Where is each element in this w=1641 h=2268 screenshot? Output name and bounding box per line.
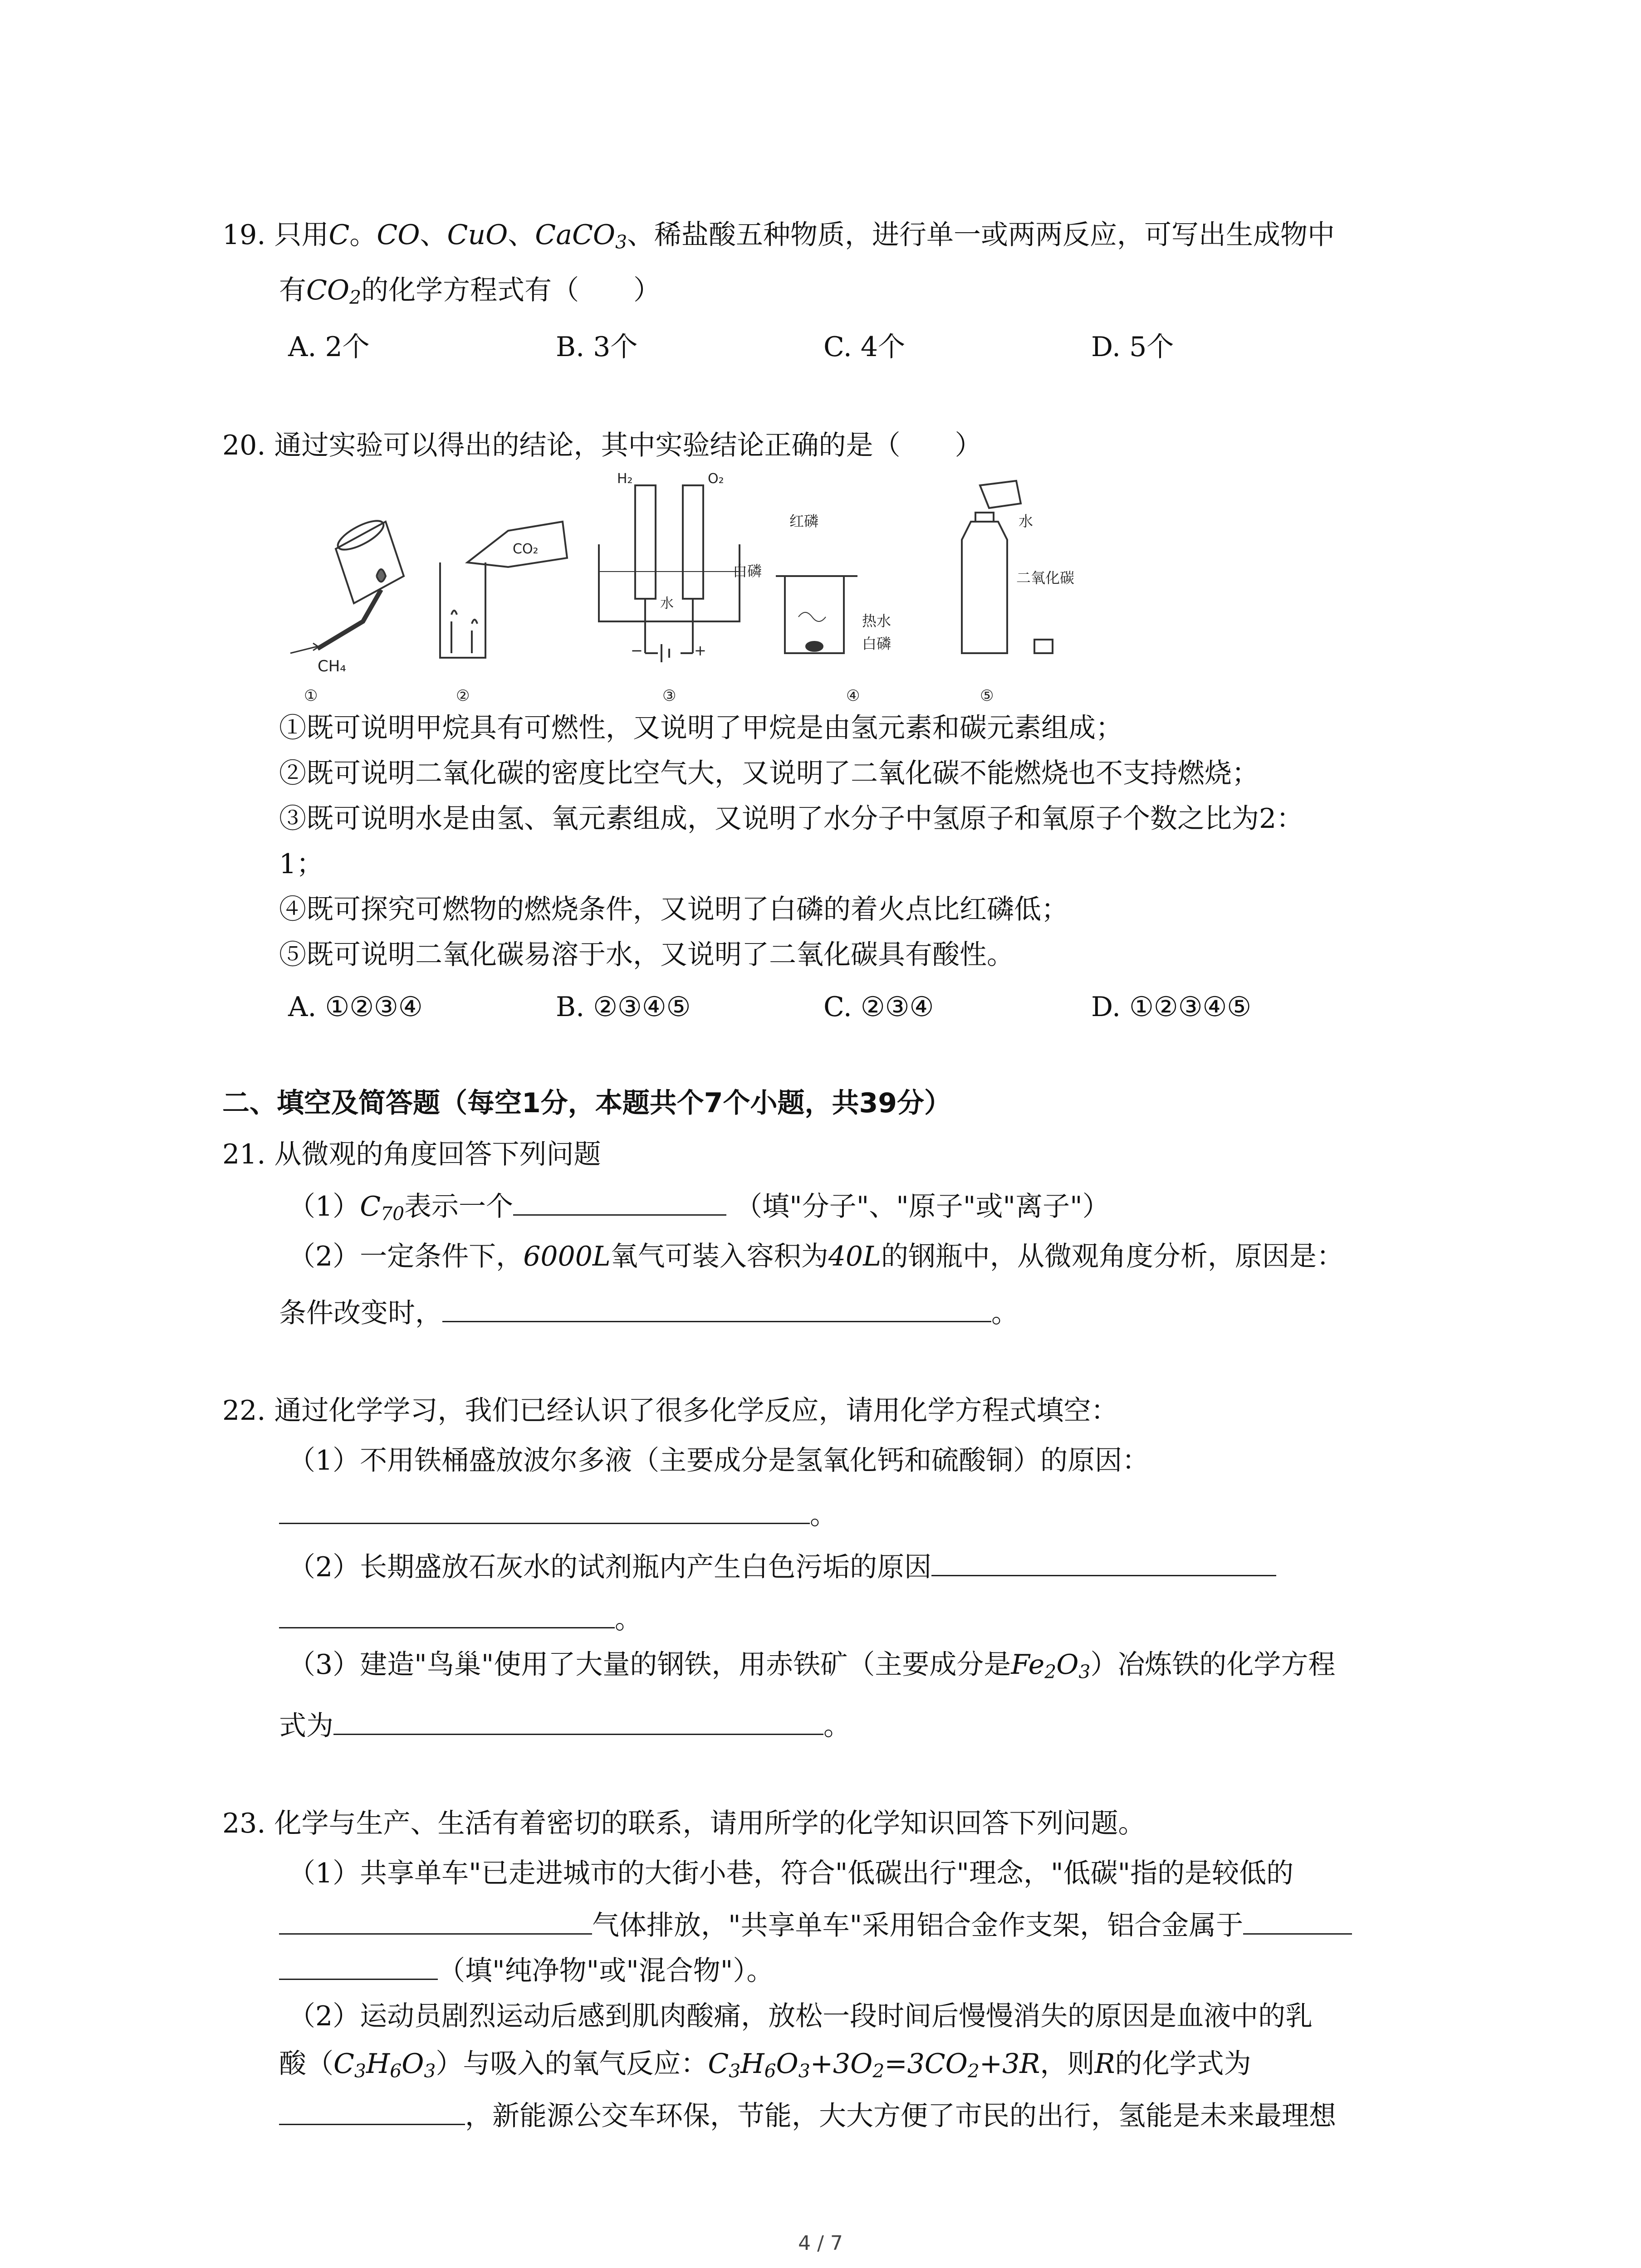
q21-part1: $(1)C_{70}$表示一个 （填"分子"、"原子"或"离子"）	[288, 1186, 1110, 1225]
q19-line1: 19. 只用C。CO、CuO、CaCO$_3$、稀盐酸五种物质，进行单一或两两反应，可写出生成物中	[222, 219, 1335, 254]
q23-part1-line3: （填"纯净物"或"混合物"）。	[279, 1950, 774, 1989]
q22-part2-answer: 。	[279, 1599, 642, 1637]
q22-part3: （3）建造"鸟巢"使用了大量的钢铁，用赤铁矿（主要成分是$Fe_2O_3$）冶炼铁的化学方程	[288, 1649, 1336, 1683]
q22-part2: （2）长期盛放石灰水的试剂瓶内产生白色污垢的原因	[288, 1547, 1276, 1585]
q21-blank-2[interactable]	[442, 1293, 991, 1322]
q20-number: 20.	[222, 430, 266, 461]
fig-label-1: ①	[304, 687, 318, 705]
h2-label: H₂	[617, 472, 633, 487]
water-label: 水	[660, 596, 674, 611]
exp3-electrolysis	[599, 472, 740, 662]
q23-blank-3[interactable]	[279, 2096, 465, 2125]
q21-stem: 21. 从微观的角度回答下列问题	[222, 1139, 601, 1170]
o2-label: O₂	[708, 472, 724, 487]
q20-statement-3: ③既可说明水是由氢、氧元素组成，又说明了水分子中氢原子和氧原子个数之比为2：	[279, 803, 1304, 835]
fig-label-4: ④	[846, 687, 860, 705]
q21-part2-line2: 条件改变时， 。	[279, 1293, 1019, 1331]
white-p2-label: 白磷	[862, 635, 892, 652]
q19-number: 19.	[222, 219, 266, 251]
q19-line2: 有$CO_2$的化学方程式有（ ）	[279, 274, 661, 309]
exp5-bottle	[962, 481, 1074, 653]
q21-blank-1[interactable]	[513, 1186, 726, 1216]
q23-stem: 23. 化学与生产、生活有着密切的联系，请用所学的化学知识回答下列问题。	[222, 1808, 1146, 1839]
q19-option-a[interactable]: A. 2个	[288, 331, 370, 363]
q22-stem: 22. 通过化学学习，我们已经认识了很多化学反应，请用化学方程式填空：	[222, 1395, 1118, 1427]
q20-statement-1: ①既可说明甲烷具有可燃性，又说明了甲烷是由氢元素和碳元素组成；	[279, 712, 1123, 744]
q21-number: 21.	[222, 1139, 266, 1170]
q20-statement-5: ⑤既可说明二氧化碳易溶于水，又说明了二氧化碳具有酸性。	[279, 939, 1014, 971]
q23-number: 23.	[222, 1808, 266, 1839]
q22-part1: （1）不用铁桶盛放波尔多液（主要成分是氢氧化钙和硫酸铜）的原因：	[288, 1445, 1150, 1476]
q22-part1-answer: 。	[279, 1495, 837, 1533]
q22-blank-3[interactable]	[279, 1599, 615, 1628]
q20-statement-3b: 1；	[279, 848, 324, 880]
q20-option-c[interactable]: C. ②③④	[823, 991, 934, 1023]
exp1-methane-burning	[290, 515, 404, 675]
q23-part2: （2）运动员剧烈运动后感到肌肉酸痛，放松一段时间后慢慢消失的原因是血液中的乳	[288, 2000, 1313, 2032]
white-p-label: 白磷	[733, 562, 762, 580]
q20-option-a[interactable]: A. ①②③④	[288, 991, 423, 1023]
water2-label: 水	[1019, 513, 1034, 530]
ch4-label: CH₄	[318, 657, 346, 675]
q22-blank-1[interactable]	[279, 1495, 810, 1524]
fig-label-3: ③	[662, 687, 676, 705]
q23-blank-1[interactable]	[279, 1905, 592, 1935]
q21-part2: （2）一定条件下，6000L氧气可装入容积为40L的钢瓶中，从微观角度分析，原因是：	[288, 1241, 1344, 1272]
plus-label: +	[694, 642, 706, 659]
q23-blank-2b[interactable]	[279, 1950, 438, 1980]
q20-option-b[interactable]: B. ②③④⑤	[556, 991, 691, 1023]
q22-number: 22.	[222, 1395, 266, 1427]
q23-part2-line2: 酸$(C_3H_6O_3)$与吸入的氧气反应：$C_3H_6O_3+3O_2=3CO_2+3R$，则R的化学式为	[279, 2048, 1251, 2082]
fig-label-5: ⑤	[980, 687, 994, 705]
exp2-co2-pour	[440, 522, 567, 658]
red-p-label: 红磷	[789, 513, 819, 530]
q19-option-d[interactable]: D. 5个	[1091, 331, 1174, 363]
q22-blank-4[interactable]	[333, 1706, 823, 1735]
q19-option-b[interactable]: B. 3个	[556, 331, 638, 363]
page-number: 4 / 7	[798, 2232, 843, 2255]
q19-option-c[interactable]: C. 4个	[823, 331, 906, 363]
q23-part1-line2: 气体排放，"共享单车"采用铝合金作支架，铝合金属于	[279, 1905, 1352, 1944]
lactic-acid-equation: $C_3H_6O_3+3O_2=3CO_2+3R$	[708, 2048, 1040, 2082]
q23-part1: （1）共享单车"已走进城市的大街小巷，符合"低碳出行"理念，"低碳"指的是较低的	[288, 1857, 1294, 1889]
q22-part3-line2: 式为 。	[279, 1706, 851, 1744]
co2-cn-label: 二氧化碳	[1016, 569, 1075, 587]
q23-blank-2[interactable]	[1243, 1905, 1352, 1935]
section-title: 二、填空及简答题（每空1分，本题共个7个小题，共39分）	[222, 1087, 951, 1119]
q22-blank-2[interactable]	[931, 1547, 1276, 1576]
q20-stem: 20. 通过实验可以得出的结论，其中实验结论正确的是（ ）	[222, 430, 982, 461]
q20-statement-4: ④既可探究可燃物的燃烧条件，又说明了白磷的着火点比红磷低；	[279, 894, 1068, 925]
exp4-phosphorus	[733, 513, 891, 653]
co2-label: CO₂	[513, 541, 539, 557]
q20-statement-2: ②既可说明二氧化碳的密度比空气大，又说明了二氧化碳不能燃烧也不支持燃烧；	[279, 758, 1259, 789]
q23-part2-line3: ，新能源公交车环保，节能，大大方便了市民的出行，氢能是未来最理想	[279, 2096, 1336, 2134]
minus-label: −	[631, 642, 643, 659]
fig-label-2: ②	[456, 687, 470, 705]
experiment-figure	[272, 472, 1134, 708]
hot-water-label: 热水	[862, 612, 892, 630]
q20-option-d[interactable]: D. ①②③④⑤	[1091, 991, 1252, 1023]
